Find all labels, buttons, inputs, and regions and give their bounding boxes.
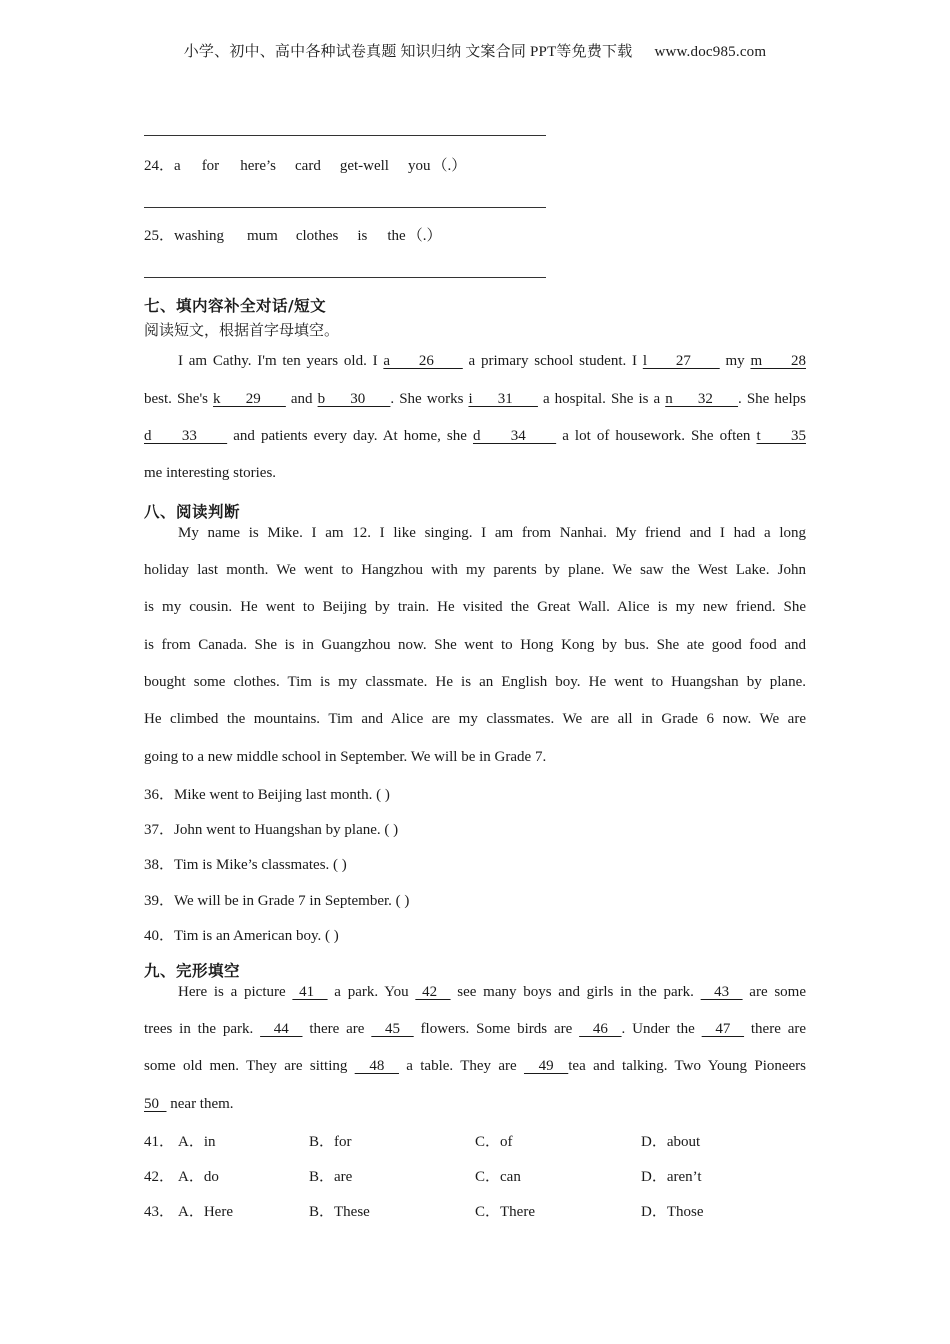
- option-number: 42．: [144, 1169, 175, 1185]
- text: there are: [744, 1021, 807, 1037]
- text: . Under the: [621, 1021, 702, 1037]
- word: clothes: [295, 228, 339, 244]
- option-a: A．do: [178, 1169, 219, 1185]
- text: there are: [302, 1021, 372, 1037]
- text: a lot of housework. She often: [556, 428, 757, 444]
- text: are some: [742, 984, 807, 1000]
- cloze-line: [144, 391, 806, 408]
- header-site: www.doc985.com: [654, 44, 767, 60]
- text: tea and talking. Two Young Pioneers: [568, 1058, 807, 1074]
- question-end: （.）: [407, 228, 442, 244]
- cloze-line: [144, 1021, 806, 1038]
- cloze-line: [144, 1096, 806, 1113]
- blank-42: 42: [415, 984, 451, 1000]
- judge-question-40: 40．Tim is an American boy. ( ): [144, 928, 339, 944]
- passage-line: is from Canada. She is in Guangzhou now. She went to Hong Kong by bus. She ate good food and: [144, 637, 806, 653]
- question-number: 25．: [144, 228, 175, 244]
- text: some old men. They are sitting: [144, 1058, 355, 1074]
- blank-34: d 34: [472, 428, 557, 444]
- option-c: C．There: [475, 1204, 535, 1220]
- options-row-41: [144, 1130, 806, 1150]
- option-b: B．These: [309, 1204, 370, 1220]
- answer-line: [144, 207, 546, 208]
- option-b: B．are: [309, 1169, 353, 1185]
- option-c: C．can: [475, 1169, 521, 1185]
- blank-46: 46: [579, 1021, 622, 1037]
- section-7-instruction: 阅读短文，根据首字母填空。: [144, 321, 340, 339]
- blank-31: i 31: [468, 391, 538, 407]
- blank-50: 50: [144, 1096, 167, 1112]
- text: my: [719, 353, 751, 369]
- blank-30: b 30: [317, 391, 391, 407]
- text: I am Cathy. I'm ten years old. I: [178, 353, 384, 369]
- word: a: [174, 158, 181, 174]
- judge-question-39: 39．We will be in Grade 7 in September. ( ): [144, 893, 410, 909]
- blank-41: 41: [292, 984, 328, 1000]
- options-row-42: [144, 1165, 806, 1185]
- blank-33: d 33: [144, 428, 228, 444]
- word: mum: [247, 228, 278, 244]
- blank-43: 43: [700, 984, 743, 1000]
- options-row-43: [144, 1200, 806, 1220]
- question-25: [144, 224, 441, 245]
- blank-35: t 35: [756, 428, 806, 444]
- option-c: C．of: [475, 1134, 513, 1150]
- text: flowers. Some birds are: [413, 1021, 580, 1037]
- judge-question-37: 37．John went to Huangshan by plane. ( ): [144, 822, 399, 838]
- text: see many boys and girls in the park.: [450, 984, 701, 1000]
- text: a primary school student. I: [462, 353, 643, 369]
- judge-question-36: 36．Mike went to Beijing last month. ( ): [144, 787, 390, 803]
- passage-line: My name is Mike. I am 12. I like singing. I am from Nanhai. My friend and I had a long: [178, 525, 806, 541]
- text: . She works: [390, 391, 469, 407]
- word: here’s: [240, 158, 277, 174]
- blank-27: l 27: [642, 353, 720, 369]
- cloze-line: [144, 428, 806, 445]
- blank-32: n 32: [665, 391, 739, 407]
- blank-29: k 29: [213, 391, 286, 407]
- question-end: （.）: [432, 158, 467, 174]
- text: a park. You: [327, 984, 416, 1000]
- word: you: [407, 158, 431, 174]
- cloze-line: [144, 984, 806, 1001]
- word: card: [295, 158, 321, 174]
- blank-44: 44: [260, 1021, 303, 1037]
- option-d: D．aren’t: [641, 1169, 702, 1185]
- word: the: [387, 228, 406, 244]
- header-text: 小学、初中、高中各种试卷真题 知识归纳 文案合同 PPT等免费下载: [183, 44, 633, 60]
- answer-line: [144, 277, 546, 278]
- blank-26: a 26: [383, 353, 463, 369]
- passage-line: holiday last month. We went to Hangzhou with my parents by plane. We saw the West Lake. John: [144, 562, 806, 578]
- blank-47: 47: [701, 1021, 745, 1037]
- section-9-title: 九、完形填空: [144, 962, 241, 980]
- text: . She helps: [738, 391, 807, 407]
- cloze-line: [144, 353, 806, 370]
- blank-28: m 28: [750, 353, 806, 369]
- passage-line: going to a new middle school in September. We will be in Grade 7.: [144, 749, 547, 765]
- option-number: 41．: [144, 1134, 175, 1150]
- text: a hospital. She is a: [537, 391, 666, 407]
- text: best. She's: [144, 391, 214, 407]
- blank-48: 48: [354, 1058, 399, 1074]
- section-7-title: 七、填内容补全对话/短文: [144, 297, 327, 315]
- text: near them.: [166, 1096, 234, 1112]
- option-a: A．Here: [178, 1204, 233, 1220]
- option-b: B．for: [309, 1134, 352, 1150]
- word: get-well: [339, 158, 389, 174]
- answer-line: [144, 135, 546, 136]
- section-8-title: 八、阅读判断: [144, 503, 241, 521]
- passage-line: is my cousin. He went to Beijing by train. He visited the Great Wall. Alice is my new friend. She: [144, 599, 806, 615]
- cloze-line: me interesting stories.: [144, 465, 277, 481]
- page-header: [0, 40, 950, 61]
- text: and patients every day. At home, she: [227, 428, 473, 444]
- passage-line: bought some clothes. Tim is my classmate. He is an English boy. He went to Huangshan by plane.: [144, 674, 806, 690]
- option-d: D．about: [641, 1134, 701, 1150]
- word: washing: [174, 228, 225, 244]
- word: is: [357, 228, 368, 244]
- text: Here is a picture: [178, 984, 293, 1000]
- text: a table. They are: [398, 1058, 524, 1074]
- judge-question-38: 38．Tim is Mike’s classmates. ( ): [144, 857, 347, 873]
- question-number: 24．: [144, 158, 175, 174]
- text: and: [285, 391, 318, 407]
- option-a: A．in: [178, 1134, 216, 1150]
- blank-45: 45: [371, 1021, 414, 1037]
- option-d: D．Those: [641, 1204, 704, 1220]
- question-24: [144, 154, 466, 175]
- passage-line: He climbed the mountains. Tim and Alice are my classmates. We are all in Grade 6 now. We are: [144, 711, 806, 727]
- option-number: 43．: [144, 1204, 175, 1220]
- cloze-line: [144, 1058, 806, 1075]
- text: trees in the park.: [144, 1021, 261, 1037]
- word: for: [201, 158, 220, 174]
- blank-49: 49: [523, 1058, 569, 1074]
